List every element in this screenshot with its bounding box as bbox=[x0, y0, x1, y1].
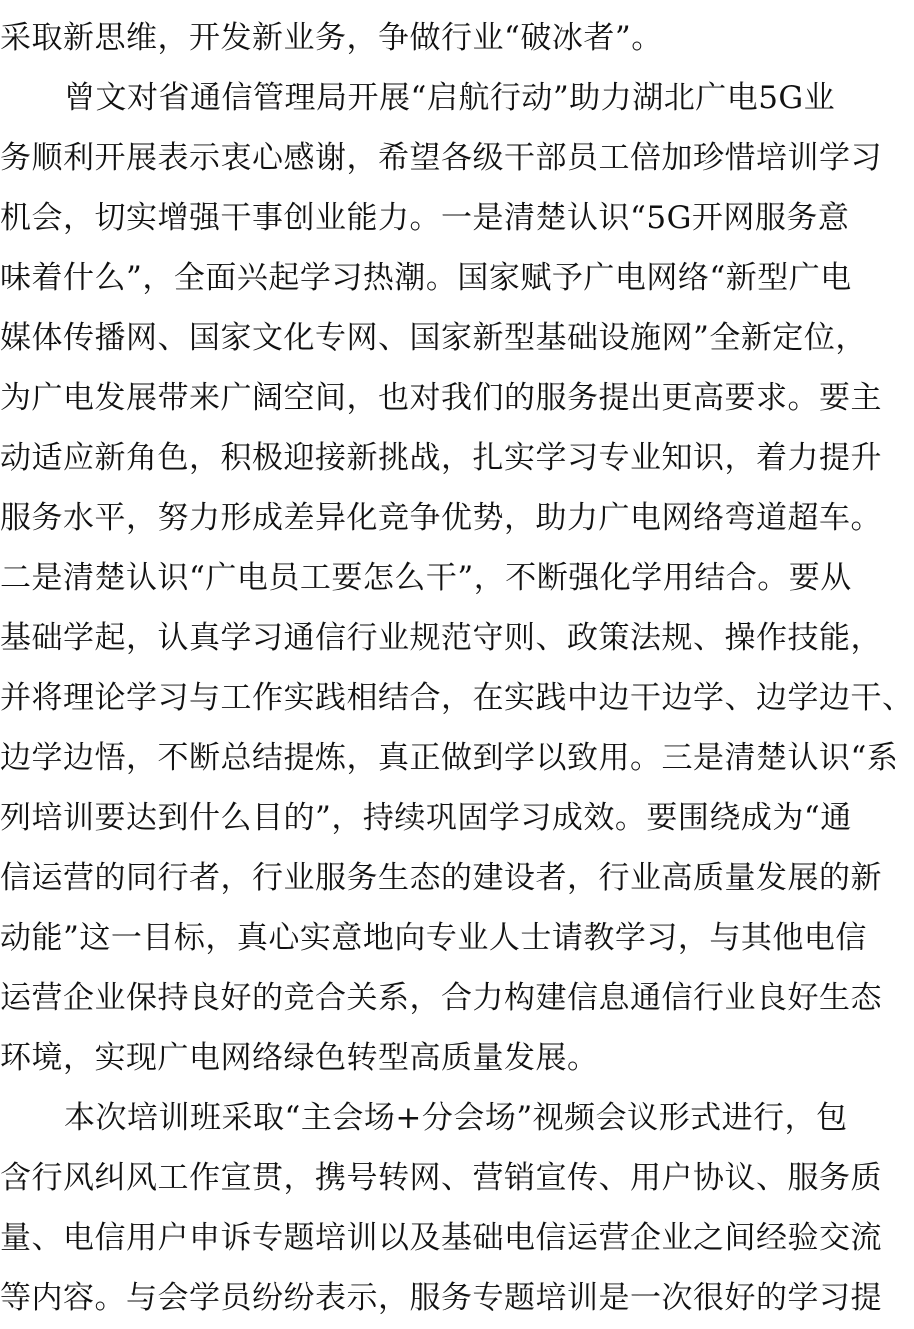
text-line: 二是清楚认识“广电员工要怎么干”，不断强化学用结合。要从 bbox=[0, 560, 852, 596]
text-line: 服务水平，努力形成差异化竞争优势，助力广电网络弯道超车。 bbox=[0, 500, 882, 536]
text-line: 机会，切实增强干事创业能力。一是清楚认识“5G开网服务意 bbox=[0, 200, 850, 236]
text-line: 味着什么”，全面兴起学习热潮。国家赋予广电网络“新型广电 bbox=[0, 260, 852, 296]
text-line: 边学边悟，不断总结提炼，真正做到学以致用。三是清楚认识“系 bbox=[0, 740, 899, 776]
text-line: 本次培训班采取“主会场+分会场”视频会议形式进行，包 bbox=[64, 1100, 848, 1136]
text-line: 列培训要达到什么目的”，持续巩固学习成效。要围绕成为“通 bbox=[0, 800, 852, 836]
text-line: 采取新思维，开发新业务，争做行业“破冰者”。 bbox=[0, 20, 663, 56]
text-line: 运营企业保持良好的竞合关系，合力构建信息通信行业良好生态 bbox=[0, 980, 882, 1016]
text-line: 务顺利开展表示衷心感谢，希望各级干部员工倍加珍惜培训学习 bbox=[0, 140, 882, 176]
text-line: 量、电信用户申诉专题培训以及基础电信运营企业之间经验交流 bbox=[0, 1220, 882, 1256]
text-line: 信运营的同行者，行业服务生态的建设者，行业高质量发展的新 bbox=[0, 860, 882, 896]
text-line: 并将理论学习与工作实践相结合，在实践中边干边学、边学边干、 bbox=[0, 680, 914, 716]
text-line: 含行风纠风工作宣贯，携号转网、营销宣传、用户协议、服务质 bbox=[0, 1160, 882, 1196]
text-line: 基础学起，认真学习通信行业规范守则、政策法规、操作技能， bbox=[0, 620, 882, 656]
text-line: 动能”这一目标，真心实意地向专业人士请教学习，与其他电信 bbox=[0, 920, 867, 956]
text-line: 曾文对省通信管理局开展“启航行动”助力湖北广电5G业 bbox=[64, 80, 836, 116]
text-line: 等内容。与会学员纷纷表示，服务专题培训是一次很好的学习提 bbox=[0, 1280, 882, 1316]
text-line: 媒体传播网、国家文化专网、国家新型基础设施网”全新定位， bbox=[0, 320, 867, 356]
text-line: 动适应新角色，积极迎接新挑战，扎实学习专业知识，着力提升 bbox=[0, 440, 882, 476]
text-line: 环境，实现广电网络绿色转型高质量发展。 bbox=[0, 1040, 599, 1076]
text-line: 为广电发展带来广阔空间，也对我们的服务提出更高要求。要主 bbox=[0, 380, 882, 416]
